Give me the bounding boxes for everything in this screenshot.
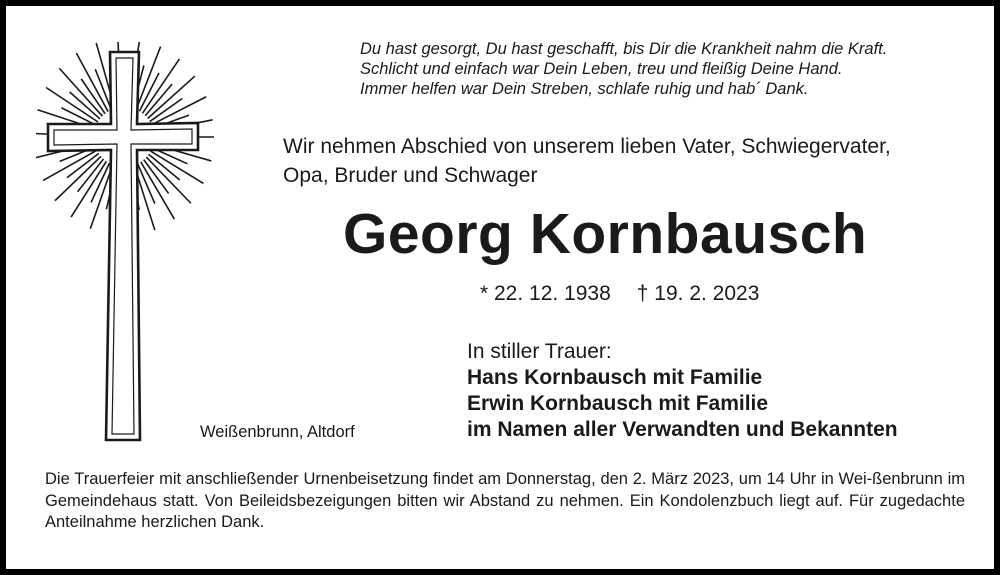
poem	[360, 39, 887, 99]
mourner-line: Erwin Kornbausch mit Familie	[467, 392, 769, 415]
mourners	[467, 339, 898, 443]
life-dates	[480, 282, 759, 306]
mourners-heading: In stiller Trauer:	[467, 340, 612, 363]
intro-line: Wir nehmen Abschied von unserem lieben Vater, Schwiegervater,	[283, 135, 891, 158]
deceased-name: Georg Kornbausch	[343, 202, 868, 266]
mourner-line: Hans Kornbausch mit Familie	[467, 366, 763, 389]
obituary-card	[6, 6, 994, 569]
birth-date: * 22. 12. 1938	[480, 282, 611, 305]
ray-line	[59, 68, 102, 116]
poem-line: Du hast gesorgt, Du hast geschafft, bis Dir die Krankheit nahm die Kraft.	[360, 40, 888, 58]
death-date: † 19. 2. 2023	[636, 282, 760, 305]
ray-line	[146, 157, 191, 203]
poem-line: Schlicht und einfach war Dein Leben, treu und fleißig Deine Hand.	[360, 60, 843, 78]
intro-line: Opa, Bruder und Schwager	[283, 164, 538, 187]
mourner-line: im Namen aller Verwandten und Bekannten	[467, 418, 898, 441]
place: Weißenbrunn, Altdorf	[200, 423, 355, 441]
funeral-notice: Die Trauerfeier mit anschließender Urnenbeisetzung findet am Donnerstag, den 2. März 2023, um 14 Uhr in Wei-ßenbrunn im Gemeindehaus statt. Von Beileidsbezeigungen bitten wir Abstand zu nehmen. Ein Kondolenzbuch liegt auf. Für zugedachte Anteilnahme herzlichen Dank.	[45, 470, 965, 531]
poem-line: Immer helfen war Dein Streben, schlafe ruhig und hab´ Dank.	[360, 80, 809, 98]
intro-text	[283, 132, 891, 190]
radiant-cross-icon	[36, 42, 226, 447]
